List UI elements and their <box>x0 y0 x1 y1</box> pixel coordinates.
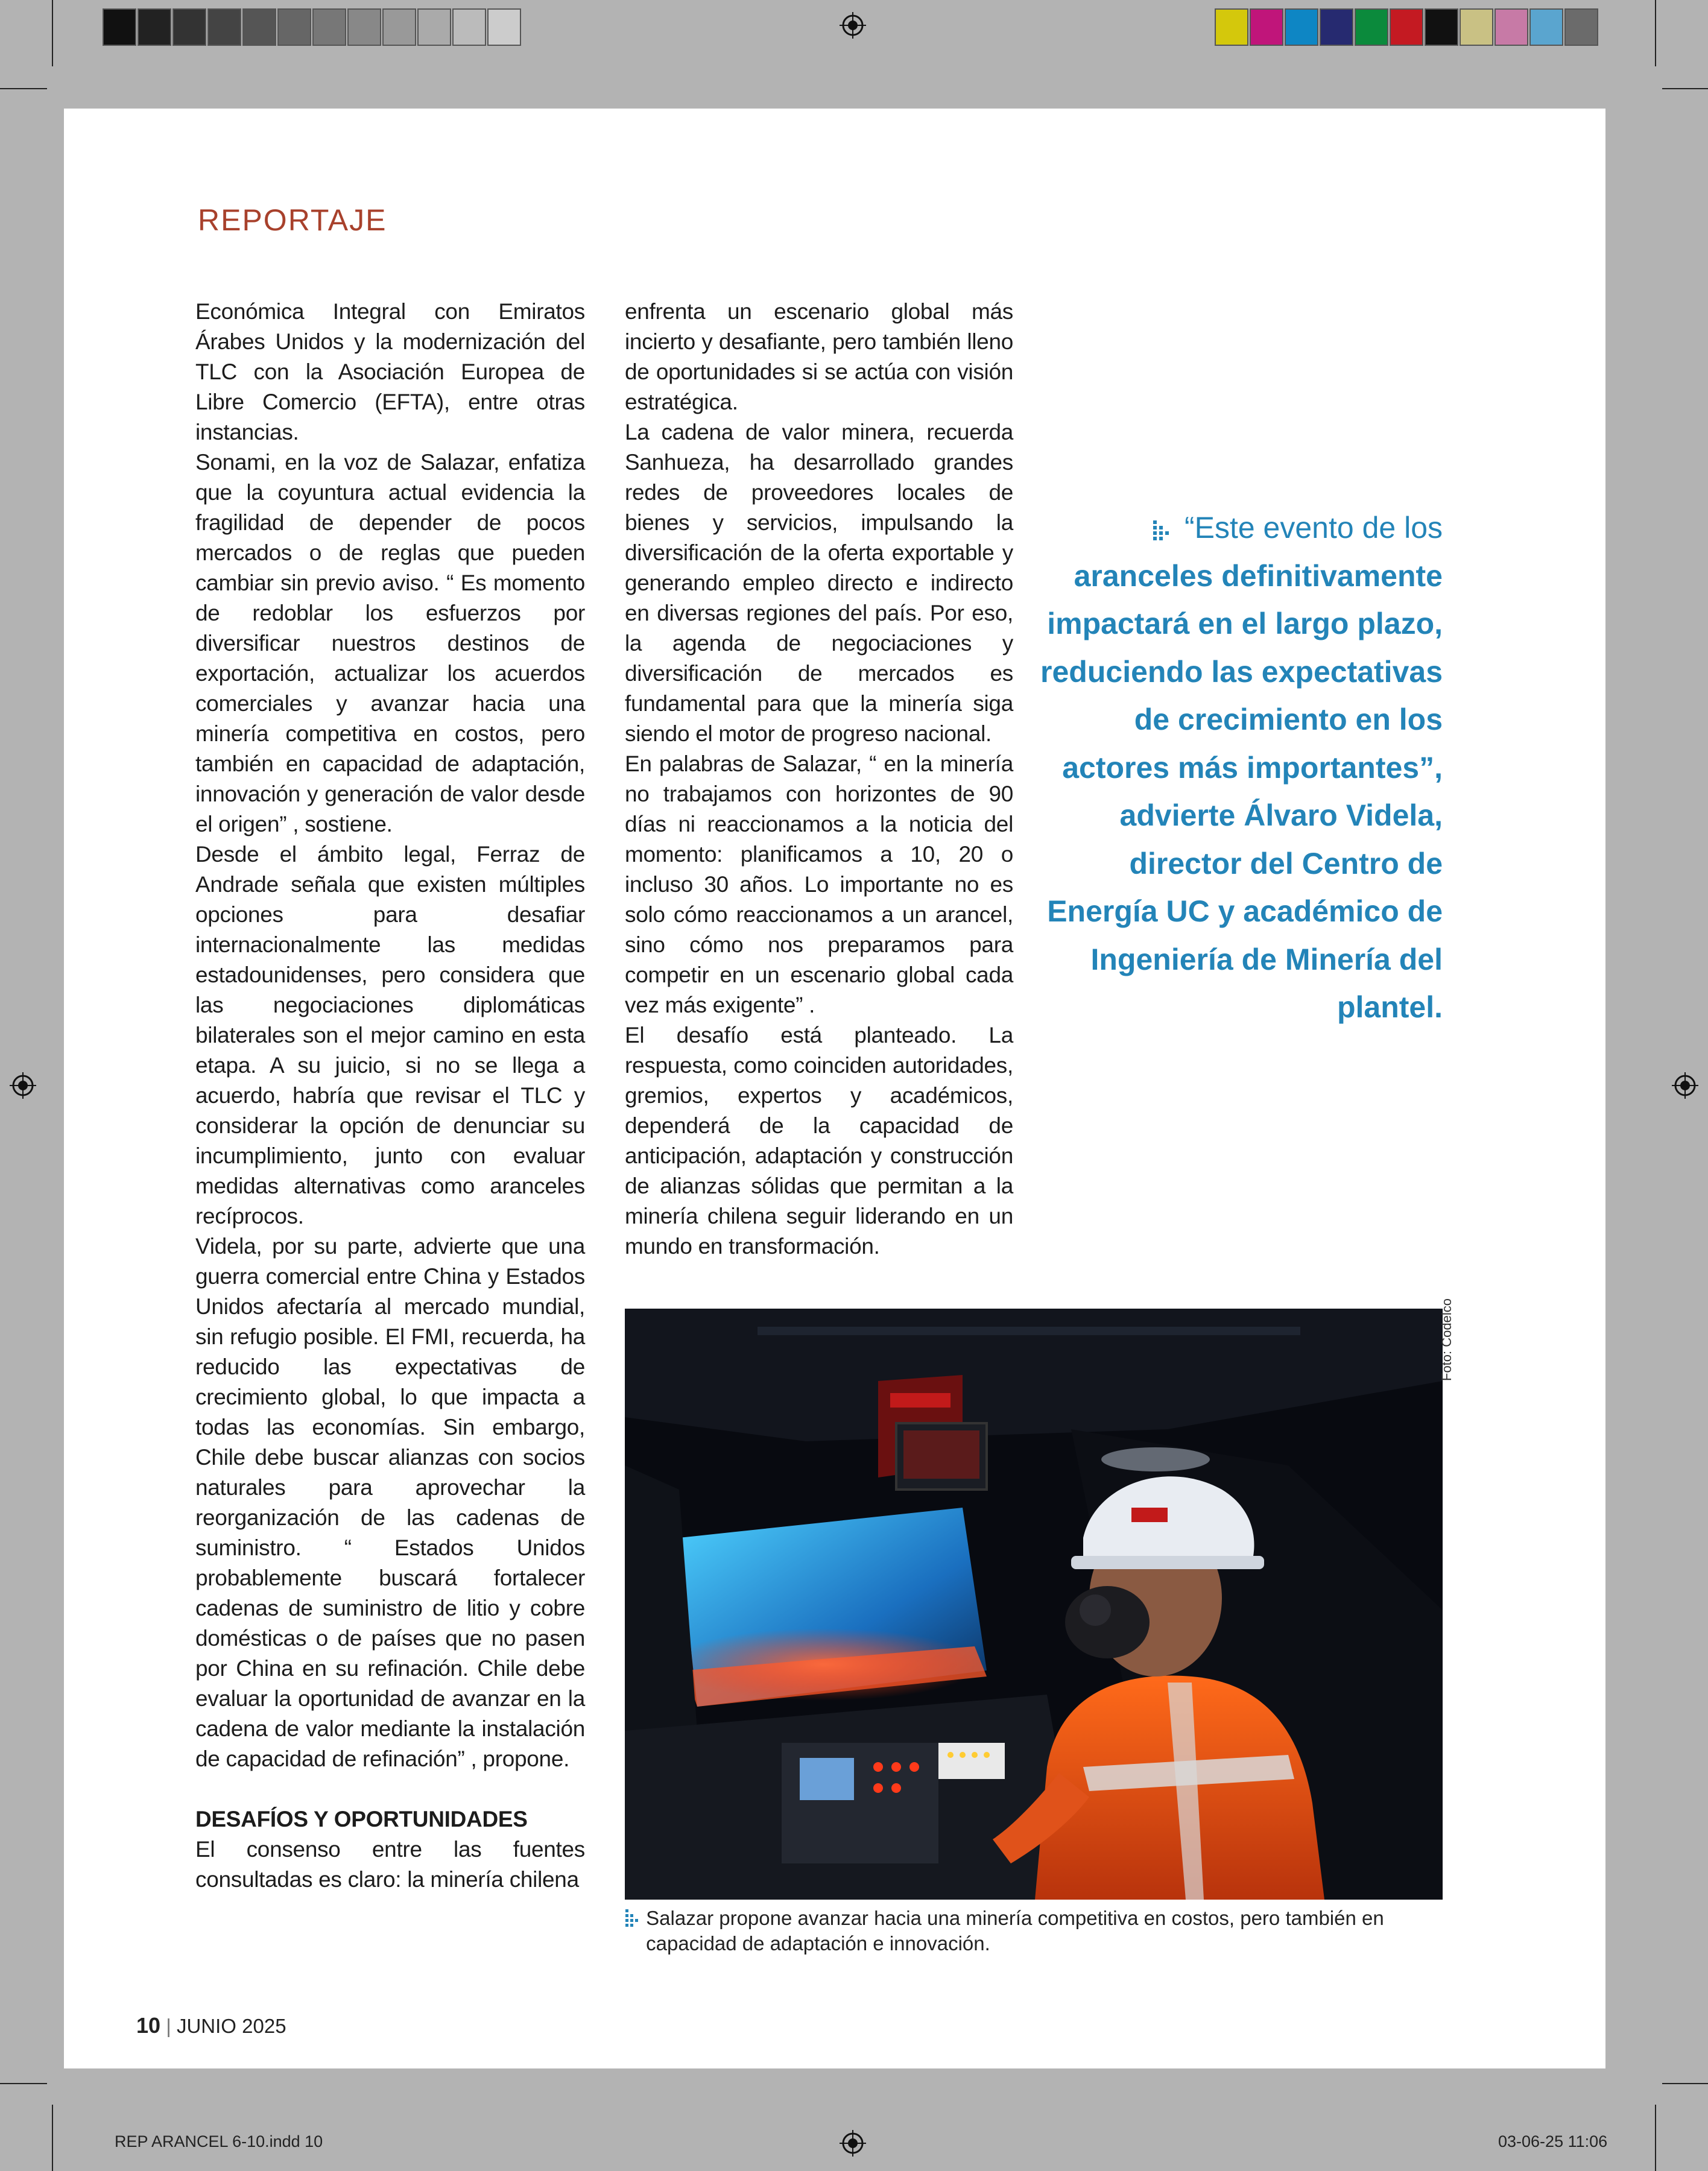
left-column <box>195 297 585 1895</box>
pull-quote <box>1035 504 1443 1032</box>
grayscale-bar <box>103 8 522 46</box>
crop-mark <box>1662 88 1708 89</box>
color-swatch <box>1215 8 1248 46</box>
gray-swatch <box>347 8 381 46</box>
gray-swatch <box>103 8 136 46</box>
pull-quote-lead: “Este evento de los <box>1184 511 1443 545</box>
gray-swatch <box>382 8 416 46</box>
photo-illustration <box>625 1309 1443 1900</box>
issue-date: JUNIO 2025 <box>176 2015 286 2037</box>
registration-mark-icon <box>840 2130 866 2157</box>
color-swatch <box>1390 8 1423 46</box>
gray-swatch <box>242 8 276 46</box>
color-bar <box>1215 8 1599 46</box>
photo-caption <box>625 1906 1481 1956</box>
registration-mark-icon <box>1672 1072 1698 1099</box>
gray-swatch <box>138 8 171 46</box>
middle-column <box>625 297 1013 1262</box>
page-number: 10 <box>136 2013 161 2038</box>
section-title: REPORTAJE <box>198 203 387 237</box>
paragraph: Económica Integral con Emiratos Árabes Unidos y la modernización del TLC con la Asociación Europea de Libre Comercio (EFTA), entre otras instancias. <box>195 299 585 444</box>
registration-mark-icon <box>10 1072 36 1099</box>
pull-quote-text: aranceles definitivamente impactará en el largo plazo, reduciendo las expectativas de crecimiento en los actores más importantes”, advierte Álvaro Videla, director del Centro de Energía UC y académico de Ingeniería de Minería del plantel. <box>1040 558 1443 1024</box>
color-swatch <box>1494 8 1528 46</box>
color-swatch <box>1564 8 1598 46</box>
crop-mark <box>52 0 53 66</box>
subhead: DESAFÍOS Y OPORTUNIDADES <box>195 1807 528 1831</box>
registration-mark-icon <box>840 12 866 39</box>
paragraph: Desde el ámbito legal, Ferraz de Andrade señala que existen múltiples opciones para desafiar internacionalmente las medidas estadounidenses, pero considera que las negociaciones diplomáticas bilaterales son el mejor camino en esta etapa. A su juicio, si no se llega a acuerdo, habría que revisar el TLC y considerar la opción de denunciar su incumplimiento, junto con evaluar medidas alternativas como aranceles recíprocos. <box>195 842 585 1228</box>
dots-bullet-icon <box>625 1908 640 1929</box>
gray-swatch <box>487 8 521 46</box>
paragraph: Videla, por su parte, advierte que una guerra comercial entre China y Estados Unidos afectaría al mercado mundial, sin refugio posible. El FMI, recuerda, ha reducido las expectativas de crecimiento global, lo que impacta a todas las economías. Sin embargo, Chile debe buscar alianzas con socios naturales para aprovechar la reorganización de las cadenas de suministro. “ Estados Unidos probablemente buscará fortalecer cadenas de suministro de litio y cobre domésticas o de países que no pasen por China en su refinación. Chile debe evaluar la oportunidad de avanzar en la cadena de valor mediante la instalación de capacidad de refinación” , propone. <box>195 1234 585 1771</box>
gray-swatch <box>172 8 206 46</box>
crop-mark <box>0 88 47 89</box>
color-swatch <box>1285 8 1318 46</box>
folio: 10 | JUNIO 2025 <box>136 2013 286 2038</box>
color-swatch <box>1320 8 1353 46</box>
crop-mark <box>52 2105 53 2171</box>
crop-mark <box>0 2083 47 2084</box>
gray-swatch <box>277 8 311 46</box>
slug-date: 03-06-25 11:06 <box>1498 2132 1608 2150</box>
gray-swatch <box>417 8 451 46</box>
gray-swatch <box>312 8 346 46</box>
gray-swatch <box>452 8 486 46</box>
paragraph: enfrenta un escenario global más incierto y desafiante, pero también lleno de oportunidades si se actúa con visión estratégica. <box>625 299 1013 414</box>
caption-text: Salazar propone avanzar hacia una minería competitiva en costos, pero también en capacidad de adaptación e innovación. <box>646 1907 1384 1955</box>
photo-miner-in-cab <box>625 1309 1443 1900</box>
dots-bullet-icon <box>1152 518 1176 542</box>
slug-filename: REP ARANCEL 6-10.indd 10 <box>115 2132 323 2150</box>
crop-mark <box>1662 2083 1708 2084</box>
paragraph: La cadena de valor minera, recuerda Sanhueza, ha desarrollado grandes redes de proveedores locales de bienes y servicios, impulsando la diversificación de la oferta exportable y generando empleo directo e indirecto en diversas regiones del país. Por eso, la agenda de negociaciones y diversificación de mercados es fundamental para que la minería siga siendo el motor de progreso nacional. <box>625 420 1013 746</box>
gray-swatch <box>207 8 241 46</box>
color-swatch <box>1460 8 1493 46</box>
photo-credit: Foto: Codelco <box>1439 1298 1454 1381</box>
paragraph: El consenso entre las fuentes consultadas es claro: la minería chilena <box>195 1837 585 1892</box>
color-swatch <box>1355 8 1388 46</box>
color-swatch <box>1425 8 1458 46</box>
color-swatch <box>1250 8 1283 46</box>
crop-mark <box>1655 0 1656 66</box>
color-swatch <box>1529 8 1563 46</box>
crop-mark <box>1655 2105 1656 2171</box>
paragraph: Sonami, en la voz de Salazar, enfatiza que la coyuntura actual evidencia la fragilidad de depender de pocos mercados o de reglas que pueden cambiar sin previo aviso. “ Es momento de redoblar los esfuerzos por diversificar nuestros destinos de exportación, actualizar los acuerdos comerciales y avanzar hacia una minería competitiva en costos, pero también en capacidad de adaptación, innovación y generación de valor desde el origen” , sostiene. <box>195 450 585 836</box>
paragraph: En palabras de Salazar, “ en la minería no trabajamos con horizontes de 90 días ni reaccionamos a la noticia del momento: planificamos a 10, 20 o incluso 30 años. Lo importante no es solo cómo reaccionamos a un arancel, sino cómo nos preparamos para competir en un escenario global cada vez más exigente” . <box>625 751 1013 1017</box>
paragraph: El desafío está planteado. La respuesta, como coinciden autoridades, gremios, expertos y académicos, dependerá de la capacidad de anticipación, adaptación y construcción de alianzas sólidas que permitan a la minería chilena seguir liderando en un mundo en transformación. <box>625 1023 1013 1259</box>
